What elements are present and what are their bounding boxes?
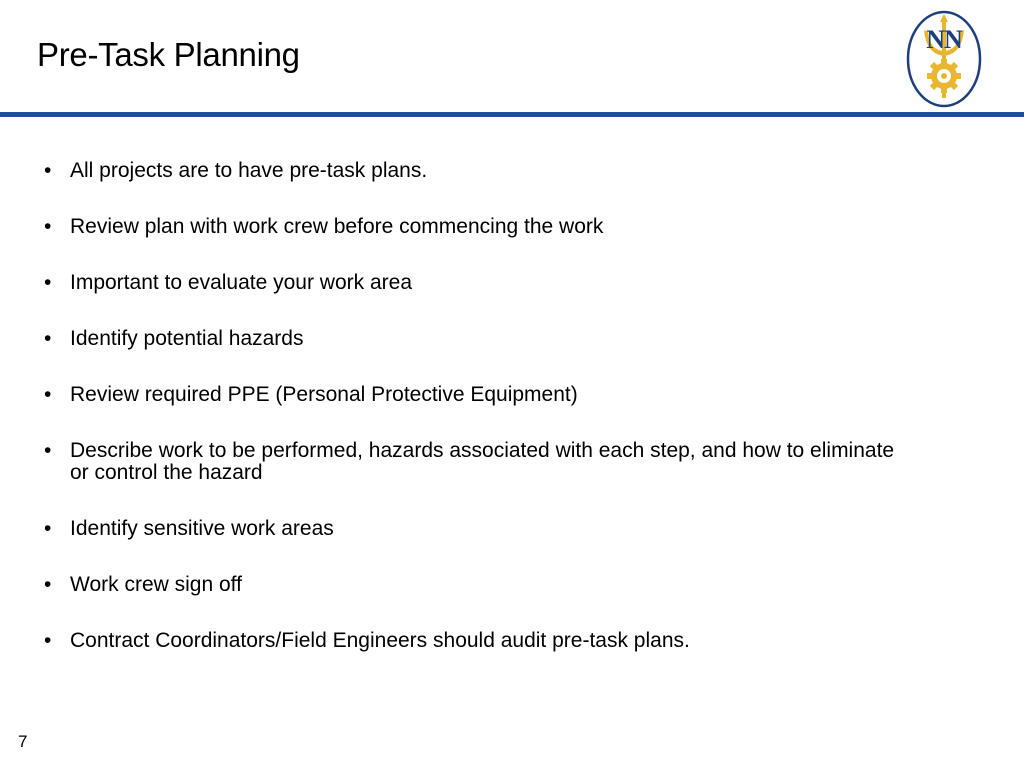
bullet-item: • Important to evaluate your work area (44, 272, 904, 294)
bullet-item: • Review required PPE (Personal Protective Equipment) (44, 384, 904, 406)
bullet-item: • Review plan with work crew before commencing the work (44, 216, 904, 238)
bullet-item: • Contract Coordinators/Field Engineers should audit pre-task plans. (44, 630, 904, 652)
trident-gear-logo-icon (906, 10, 982, 108)
bullet-list (44, 160, 904, 686)
slide-title: Pre-Task Planning (37, 36, 300, 73)
bullet-item: • Identify potential hazards (44, 328, 904, 350)
svg-text:NN: NN (926, 25, 962, 54)
bullet-item: • Work crew sign off (44, 574, 904, 596)
header-divider (0, 112, 1024, 117)
page-number: 7 (18, 732, 28, 751)
bullet-item: • Describe work to be performed, hazards associated with each step, and how to eliminate or control the hazard (44, 440, 904, 484)
bullet-item: • Identify sensitive work areas (44, 518, 904, 540)
bullet-item: • All projects are to have pre-task plans. (44, 160, 904, 182)
